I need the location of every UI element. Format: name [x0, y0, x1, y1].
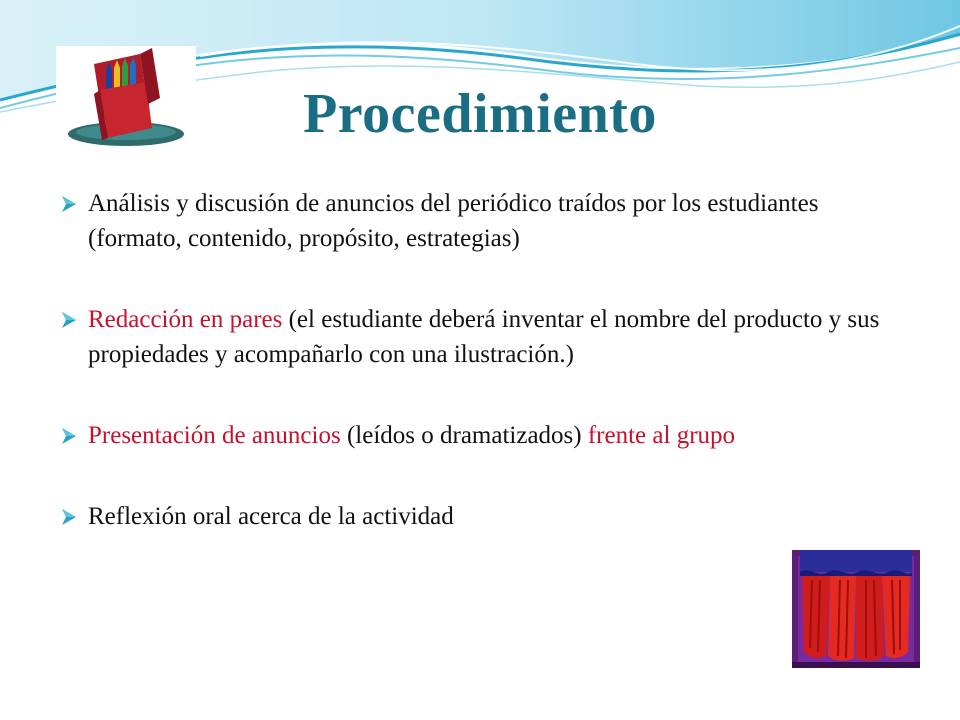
bullet-list: [60, 186, 880, 582]
arrow-bullet-icon: [60, 427, 78, 445]
bullet-text: Redacción en pares (el estudiante deberá inventar el nombre del producto y sus propiedades y acompañarlo con una ilustración.): [88, 306, 880, 368]
arrow-bullet-icon: [60, 311, 78, 329]
bullet-item: [60, 418, 880, 453]
bullet-text: Análisis y discusión de anuncios del periódico traídos por los estudiantes (formato, contenido, propósito, estrategias): [88, 190, 819, 252]
bullet-text: Presentación de anuncios (leídos o dramatizados) frente al grupo: [88, 422, 736, 449]
bullet-text: Reflexión oral acerca de la actividad: [88, 503, 454, 530]
bullet-item: [60, 186, 880, 256]
arrow-bullet-icon: [60, 195, 78, 213]
slide-title: Procedimiento: [303, 83, 657, 145]
arrow-bullet-icon: [60, 508, 78, 526]
bullet-item: [60, 499, 880, 534]
crayon-box-icon: [56, 46, 196, 156]
bullet-item: [60, 302, 880, 372]
stage-curtain-icon: [790, 548, 922, 670]
